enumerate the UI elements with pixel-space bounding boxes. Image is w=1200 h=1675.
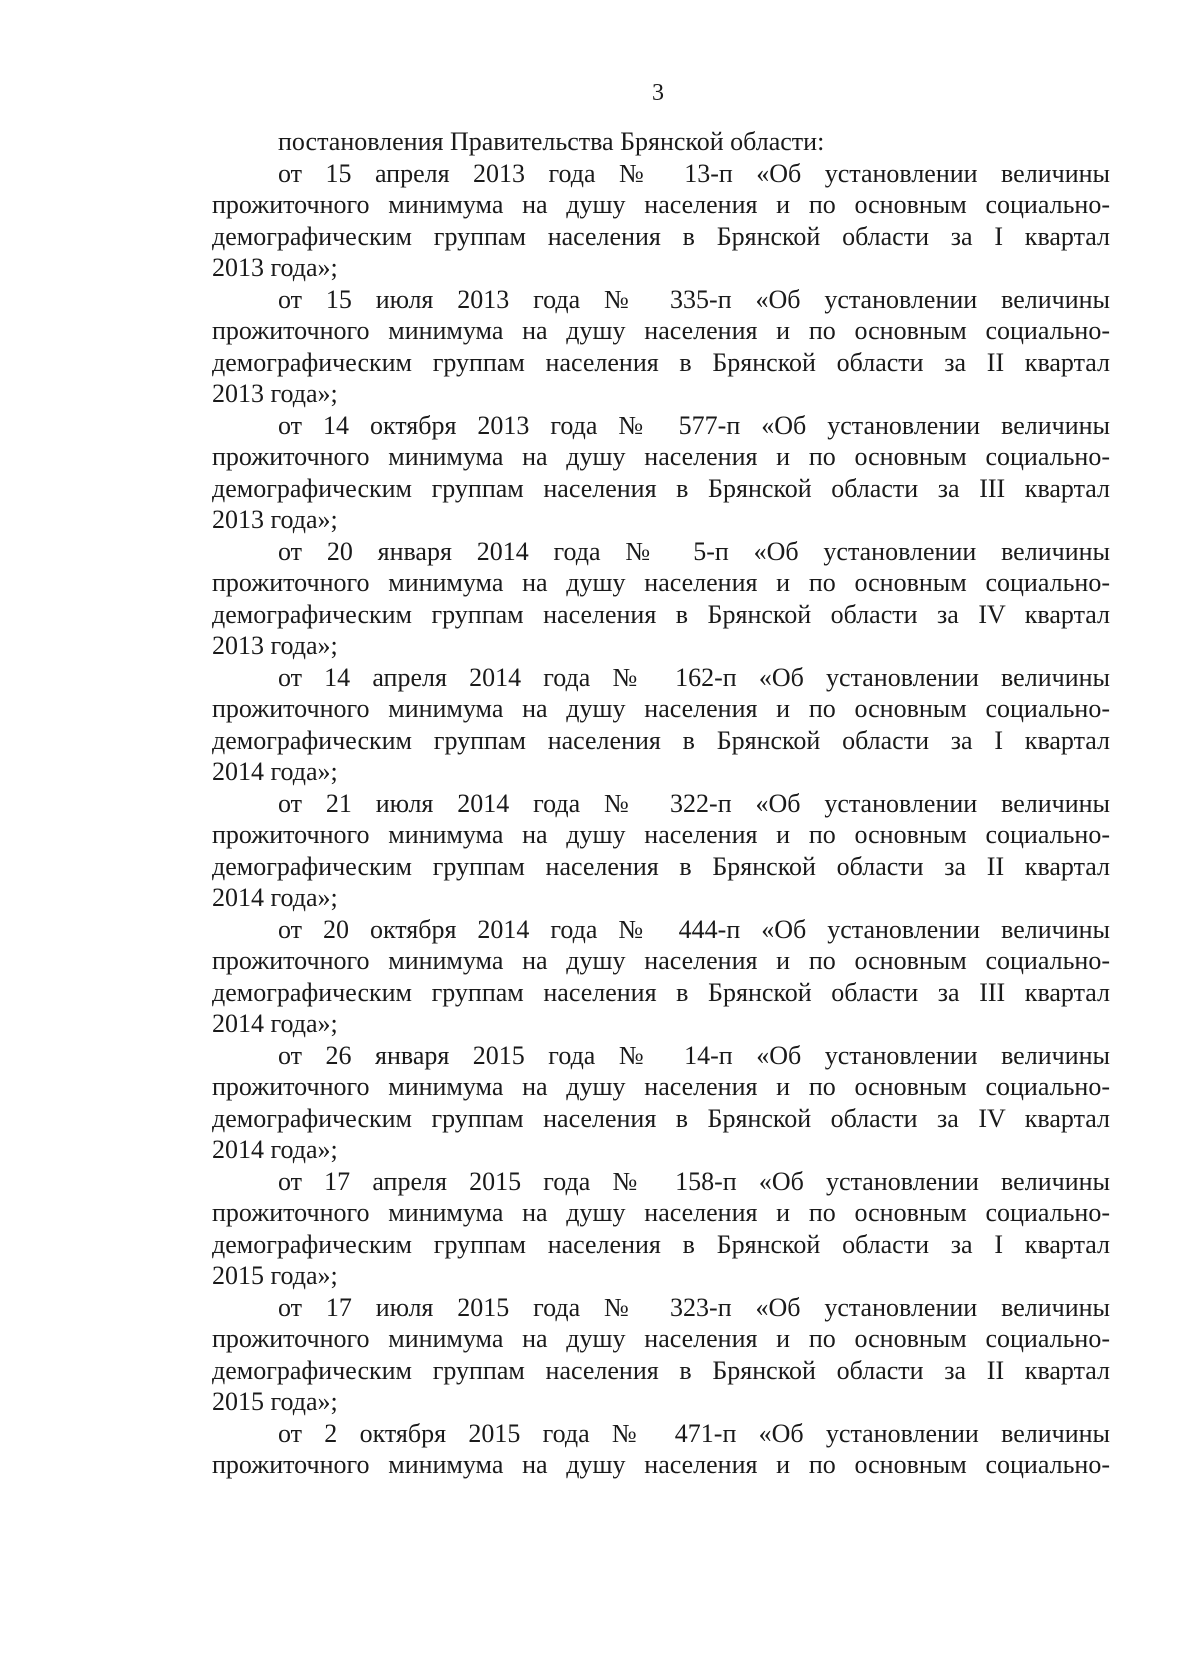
entry-heading-line: от 20 октября 2014 года № 444-п «Об установлении величины: [278, 914, 1110, 944]
entry-text-line: демографическим группам населения в Брянской области за II квартал: [212, 851, 1110, 881]
entry-text-line: прожиточного минимума на душу населения и по основным социально-: [212, 946, 1110, 975]
entry-text-line: прожиточного минимума на душу населения и по основным социально-: [212, 1450, 1110, 1479]
resolution-entry: [212, 410, 1110, 536]
resolution-entry: [212, 1292, 1110, 1418]
document-body: [212, 126, 1110, 1481]
entry-text-line: демографическим группам населения в Брянской области за III квартал: [212, 473, 1110, 503]
entry-text-line: 2014 года»;: [212, 1009, 338, 1038]
resolution-list: [212, 158, 1110, 1481]
entry-text-line: демографическим группам населения в Брянской области за I квартал: [212, 725, 1110, 755]
resolution-entry: [212, 536, 1110, 662]
entry-text-line: 2013 года»;: [212, 379, 338, 408]
entry-heading-line: от 26 января 2015 года № 14-п «Об установлении величины: [278, 1040, 1110, 1070]
entry-text-line: прожиточного минимума на душу населения и по основным социально-: [212, 1198, 1110, 1227]
page-number: 3: [652, 80, 664, 106]
resolution-entry: [212, 1040, 1110, 1166]
resolution-entry: [212, 788, 1110, 914]
intro-line: постановления Правительства Брянской области:: [278, 127, 825, 156]
entry-heading-line: от 17 июля 2015 года № 323-п «Об установлении величины: [278, 1292, 1110, 1322]
entry-text-line: прожиточного минимума на душу населения и по основным социально-: [212, 1324, 1110, 1353]
entry-heading-line: от 14 апреля 2014 года № 162-п «Об установлении величины: [278, 662, 1110, 692]
entry-text-line: 2014 года»;: [212, 883, 338, 912]
entry-text-line: 2015 года»;: [212, 1261, 338, 1290]
entry-text-line: прожиточного минимума на душу населения и по основным социально-: [212, 820, 1110, 849]
entry-text-line: 2013 года»;: [212, 253, 338, 282]
entry-text-line: 2013 года»;: [212, 631, 338, 660]
resolution-entry: [212, 1166, 1110, 1292]
entry-heading-line: от 15 апреля 2013 года № 13-п «Об установлении величины: [278, 158, 1110, 188]
entry-text-line: 2014 года»;: [212, 1135, 338, 1164]
entry-heading-line: от 14 октября 2013 года № 577-п «Об установлении величины: [278, 410, 1110, 440]
entry-text-line: 2015 года»;: [212, 1387, 338, 1416]
entry-text-line: демографическим группам населения в Брянской области за IV квартал: [212, 599, 1110, 629]
entry-heading-line: от 20 января 2014 года № 5-п «Об установлении величины: [278, 536, 1110, 566]
resolution-entry: [212, 914, 1110, 1040]
resolution-entry: [212, 284, 1110, 410]
entry-text-line: прожиточного минимума на душу населения и по основным социально-: [212, 316, 1110, 345]
entry-text-line: демографическим группам населения в Брянской области за I квартал: [212, 1229, 1110, 1259]
entry-text-line: демографическим группам населения в Брянской области за IV квартал: [212, 1103, 1110, 1133]
entry-text-line: прожиточного минимума на душу населения и по основным социально-: [212, 190, 1110, 219]
entry-heading-line: от 15 июля 2013 года № 335-п «Об установлении величины: [278, 284, 1110, 314]
entry-text-line: прожиточного минимума на душу населения и по основным социально-: [212, 694, 1110, 723]
entry-heading-line: от 2 октября 2015 года № 471-п «Об установлении величины: [278, 1418, 1110, 1448]
resolution-entry: [212, 662, 1110, 788]
entry-heading-line: от 17 апреля 2015 года № 158-п «Об установлении величины: [278, 1166, 1110, 1196]
entry-text-line: демографическим группам населения в Брянской области за II квартал: [212, 1355, 1110, 1385]
resolution-entry: [212, 1418, 1110, 1481]
entry-text-line: демографическим группам населения в Брянской области за II квартал: [212, 347, 1110, 377]
entry-text-line: прожиточного минимума на душу населения и по основным социально-: [212, 1072, 1110, 1101]
entry-text-line: 2014 года»;: [212, 757, 338, 786]
entry-text-line: прожиточного минимума на душу населения и по основным социально-: [212, 442, 1110, 471]
entry-text-line: прожиточного минимума на душу населения и по основным социально-: [212, 568, 1110, 597]
entry-text-line: демографическим группам населения в Брянской области за I квартал: [212, 221, 1110, 251]
entry-heading-line: от 21 июля 2014 года № 322-п «Об установлении величины: [278, 788, 1110, 818]
entry-text-line: демографическим группам населения в Брянской области за III квартал: [212, 977, 1110, 1007]
entry-text-line: 2013 года»;: [212, 505, 338, 534]
resolution-entry: [212, 158, 1110, 284]
